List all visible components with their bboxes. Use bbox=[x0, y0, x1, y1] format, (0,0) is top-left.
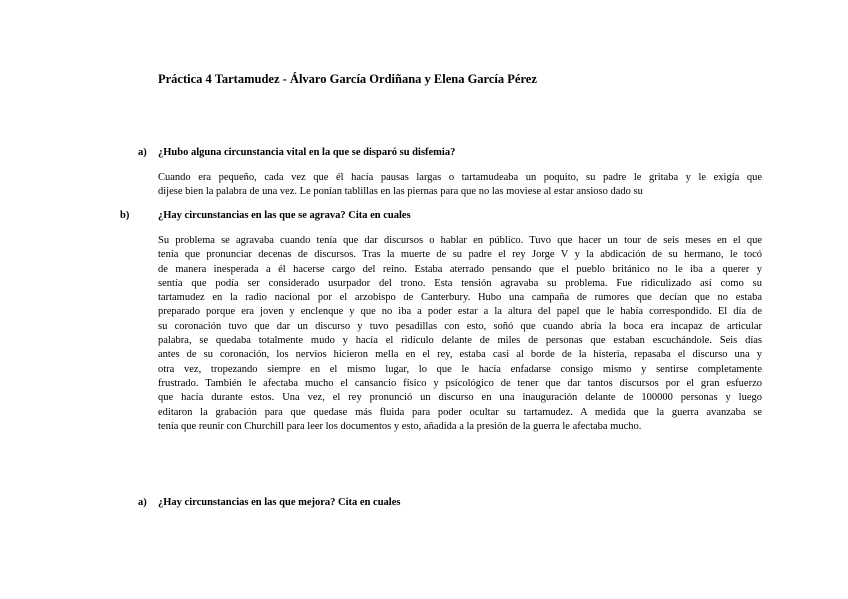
answer-line: tenía que pronunciar decenas de discursos. Tras la muerte de su padre el rey Jorge V y la abdicación de su hermano, le tocó bbox=[158, 249, 762, 261]
answer-line: tartamudez en la radio nacional por el arzobispo de Canterbury. Hubo una campaña de rumores que decían que no estaba bbox=[158, 292, 762, 304]
question-text: ¿Hubo alguna circunstancia vital en la que se disparó su disfemia? bbox=[158, 147, 456, 158]
question-text: ¿Hay circunstancias en las que mejora? Cita en cuales bbox=[158, 497, 401, 508]
answer-line: de manera inesperada a él hacerse cargo del reino. Estaba aterrado pensando que el pueblo británico no le iba a querer y bbox=[158, 263, 762, 275]
question-a-improves bbox=[138, 497, 400, 508]
question-marker: a) bbox=[138, 497, 147, 508]
question-text: ¿Hay circunstancias en las que se agrava? Cita en cuales bbox=[158, 210, 411, 221]
answer-line: dijese bien la palabra de una vez. Le ponían tablillas en las piernas para que no las moviese al estar ansioso dado su bbox=[158, 186, 643, 198]
answer-line: editaron la grabación para que quedase más fluida para poder ocultar su tartamudez. A medida que la guerra avanzaba se bbox=[158, 406, 762, 418]
answer-line: otra vez, tropezando siempre en el mismo lugar, lo que le hacía enfadarse consigo mismo y sentirse completamente bbox=[158, 363, 762, 375]
answer-line: tenía que reunir con Churchill para leer los documentos y esto, añadida a la presión de la guerra le afectaba mucho. bbox=[158, 420, 642, 432]
question-marker: b) bbox=[120, 210, 130, 221]
answer-line: antes de su coronación, los nervios hicieron mella en el rey, estaba casi al borde de la histeria, repasaba el discurso una y bbox=[158, 349, 762, 361]
question-marker: a) bbox=[138, 147, 147, 158]
answer-line: preparado porque era joven y enclenque y que no iba a poder estar a la altura del papel que le había correspondido. El día de bbox=[158, 306, 762, 318]
question-a-vital-circumstance bbox=[138, 147, 455, 158]
answer-line: sentía que podía ser considerado usurpador del trono. Esta tensión agravaba su problema. Fue ridiculizado así como su bbox=[158, 277, 762, 289]
answer-line: frustrado. También le afectaba mucho el cansancio físico y psicológico de tener que dar tantos discursos por el gran esfuerzo bbox=[158, 377, 762, 389]
answer-line: Su problema se agravaba cuando tenía que dar discursos o hablar en público. Tuvo que hacer un tour de seis meses en el que bbox=[158, 235, 762, 246]
answer-line: palabra, se quedaba totalmente mudo y hacía el ridículo delante de miles de personas que estaban escuchándole. Seis días bbox=[158, 335, 762, 347]
answer-line: Cuando era pequeño, cada vez que él hacía pausas largas o tartamudeaba un poquito, su padre le gritaba y le exigía que bbox=[158, 172, 762, 183]
document-title: Práctica 4 Tartamudez - Álvaro García Ordiñana y Elena García Pérez bbox=[158, 72, 537, 86]
answer-paragraph-1 bbox=[158, 171, 762, 200]
answer-paragraph-2 bbox=[158, 234, 762, 434]
answer-line: que hacía durante estos. Una vez, el rey pronunció un discurso en una inauguración delante de 100000 personas y luego bbox=[158, 392, 762, 404]
answer-line: su coronación tuvo que dar un discurso y tuvo pesadillas con esto, soñó que cuando abría la boca era incapaz de articular bbox=[158, 320, 762, 332]
question-b-worsens bbox=[120, 210, 411, 221]
